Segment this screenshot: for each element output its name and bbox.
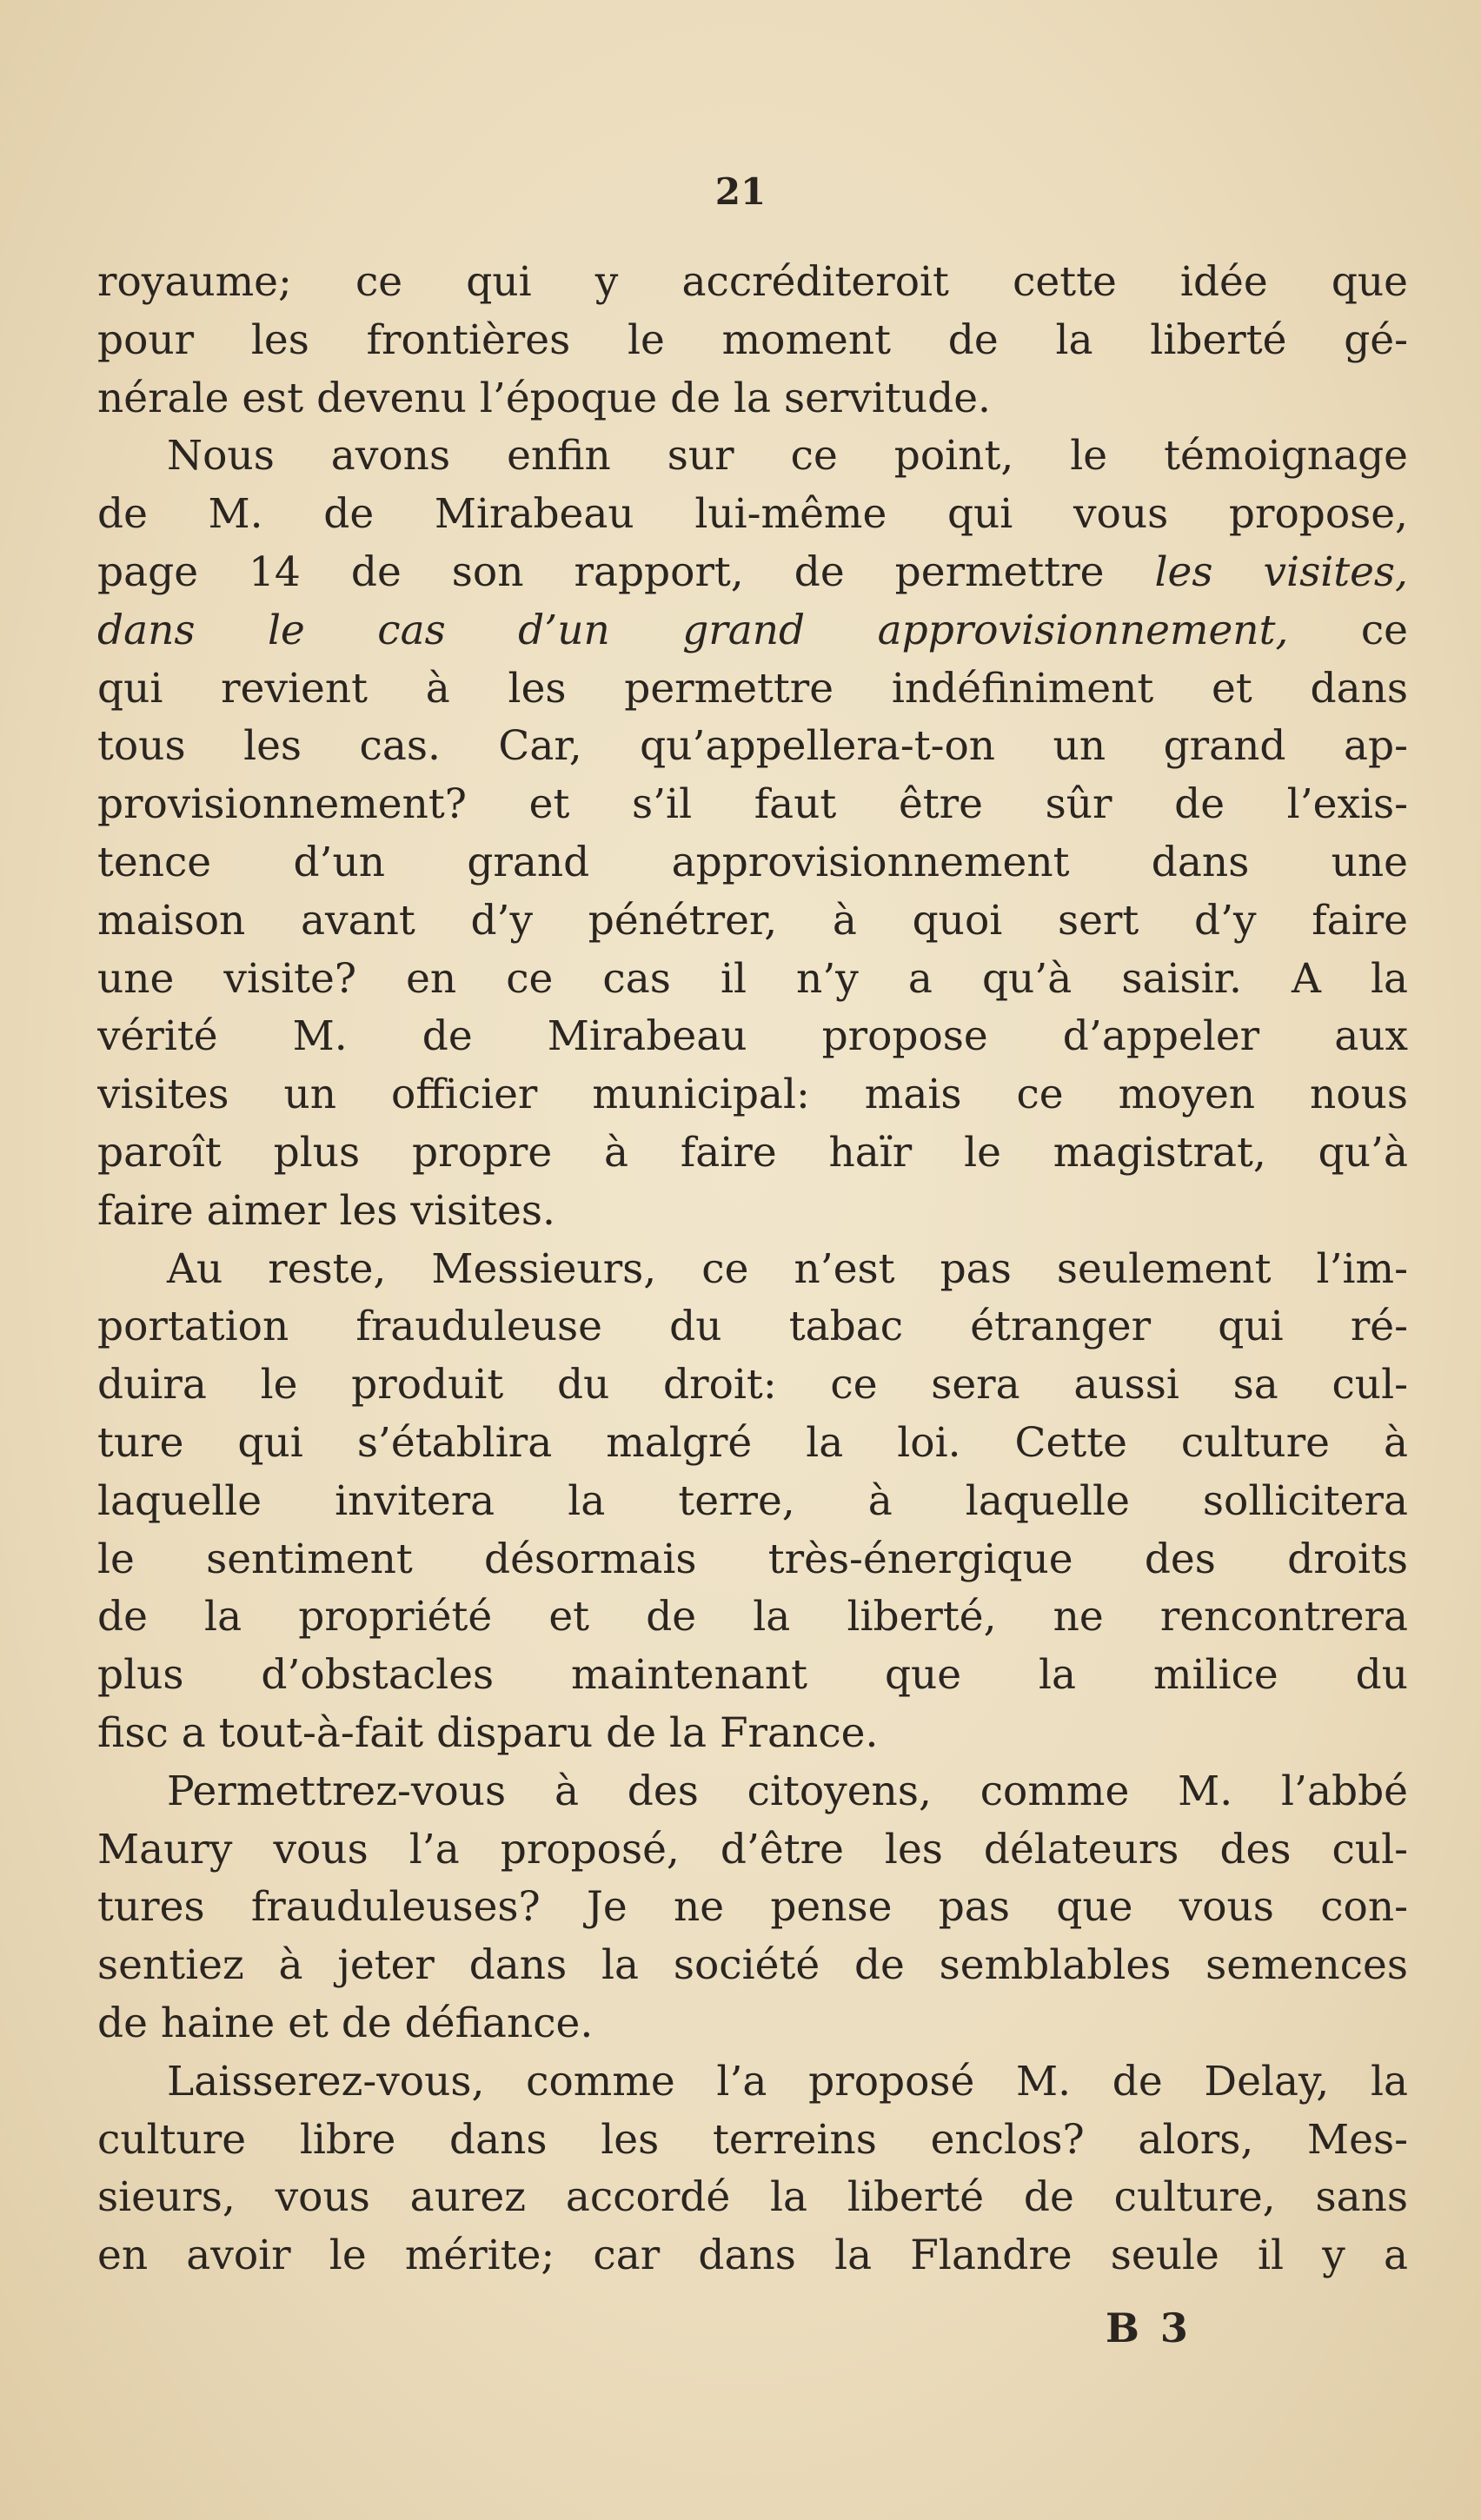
text-line: provisionnement? et s’il faut être sûr de l’exis- [97, 780, 1408, 829]
text-line: sieurs, vous aurez accordé la liberté de culture, sans [97, 2173, 1408, 2222]
text-line: en avoir le mérite; car dans la Flandre seule il y a [97, 2232, 1408, 2280]
italic-segment: les visites, [1154, 547, 1408, 596]
text-line: paroît plus propre à faire haïr le magistrat, qu’à [97, 1128, 1408, 1177]
text-line: laquelle invitera la terre, à laquelle sollicitera [97, 1476, 1408, 1525]
text-line-mixed [97, 544, 1408, 602]
paragraph-start-line: Au reste, Messieurs, ce n’est pas seulement l’im- [167, 1244, 1408, 1293]
text-line: sentiez à jeter dans la société de semblables semences [97, 1941, 1408, 1990]
text-line: duira le produit du droit: ce sera aussi sa cul- [97, 1361, 1408, 1409]
text-line: ture qui s’établira malgré la loi. Cette culture à [97, 1418, 1408, 1467]
text-line: tures frauduleuses? Je ne pense pas que vous con- [97, 1883, 1408, 1932]
text-line: de haine et de défiance. [97, 1999, 594, 2047]
text-line: faire aimer les visites. [97, 1186, 555, 1235]
text-line: le sentiment désormais très-énergique des droits [97, 1535, 1408, 1583]
signature-mark: B 3 [1106, 2304, 1192, 2351]
text-line: vérité M. de Mirabeau propose d’appeler aux [97, 1012, 1408, 1061]
text-line: maison avant d’y pénétrer, à quoi sert d’y faire [97, 896, 1408, 945]
text-line: de la propriété et de la liberté, ne rencontrera [97, 1593, 1408, 1641]
paragraph-start-line: Nous avons enfin sur ce point, le témoignage [167, 432, 1408, 481]
text-line-mixed [97, 602, 1408, 660]
text-segment: ce [1288, 606, 1408, 654]
italic-segment: dans le cas d’un grand approvisionnement, [97, 606, 1289, 654]
text-line: culture libre dans les terreins enclos? alors, Mes- [97, 2115, 1408, 2164]
text-line: tous les cas. Car, qu’appellera-t-on un grand ap- [97, 722, 1408, 771]
paragraph-start-line: Permettrez-vous à des citoyens, comme M. l’abbé [167, 1767, 1408, 1815]
text-line: de M. de Mirabeau lui-même qui vous propose, [97, 490, 1408, 539]
text-line: visites un officier municipal: mais ce moyen nous [97, 1071, 1408, 1119]
paragraph-start-line: Laisserez-vous, comme l’a proposé M. de Delay, la [167, 2057, 1408, 2106]
text-line: nérale est devenu l’époque de la servitude. [97, 374, 991, 422]
text-line: fisc a tout-à-fait disparu de la France. [97, 1708, 879, 1757]
body-text [97, 254, 1408, 2285]
page-number: 21 [714, 170, 767, 213]
text-line: pour les frontières le moment de la liberté gé- [97, 315, 1408, 364]
text-line: royaume; ce qui y accréditeroit cette idée que [97, 258, 1408, 306]
text-line: Maury vous l’a proposé, d’être les délateurs des cul- [97, 1825, 1408, 1873]
text-segment: page 14 de son rapport, de permettre [97, 547, 1155, 596]
text-line: une visite? en ce cas il n’y a qu’à saisir. A la [97, 954, 1408, 1003]
text-line: qui revient à les permettre indéfiniment et dans [97, 664, 1408, 713]
text-line: portation frauduleuse du tabac étranger qui ré- [97, 1303, 1408, 1351]
text-line: plus d’obstacles maintenant que la milice du [97, 1651, 1408, 1700]
text-line: tence d’un grand approvisionnement dans une [97, 838, 1408, 886]
